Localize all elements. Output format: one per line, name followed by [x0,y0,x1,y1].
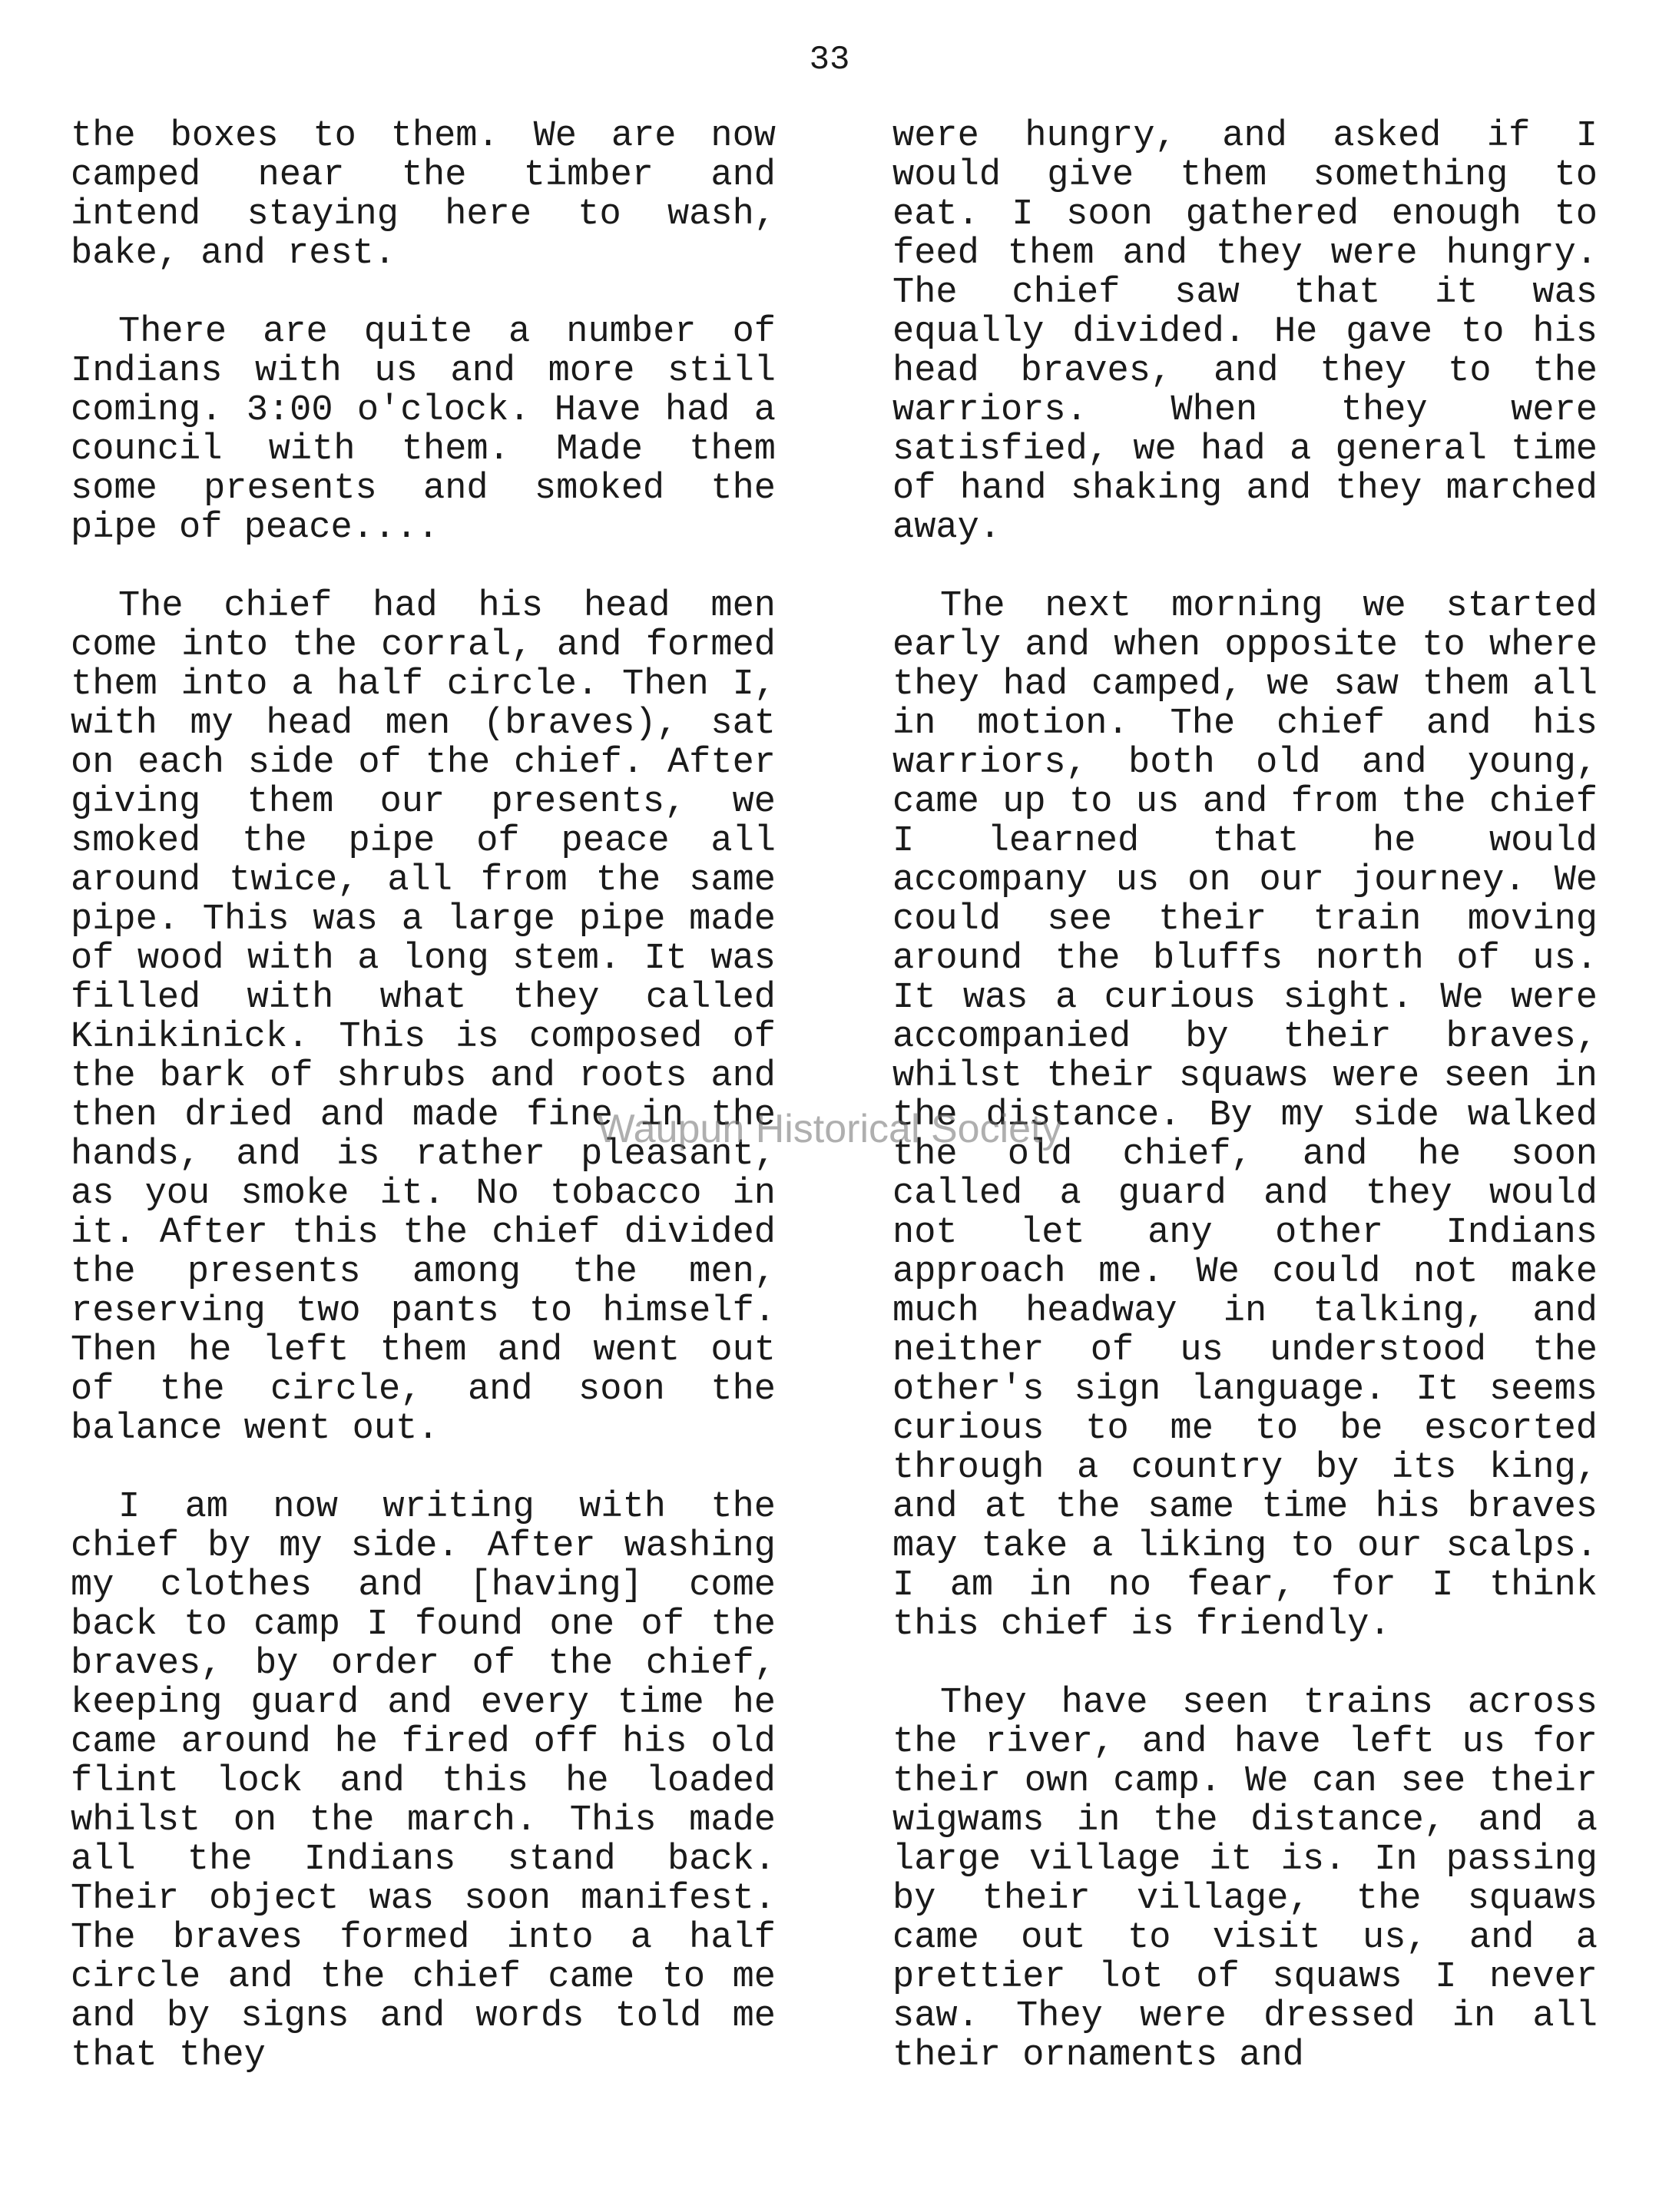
page-number: 33 [809,41,850,79]
paragraph: There are quite a number of Indians with us and more still coming. 3:00 o'clock. Have had a council with them. Made them some presents and smoked the pipe of peace.... [71,312,776,548]
paragraph: They have seen trains across the river, and have left us for their own camp. We can see their wigwams in the distance, and a large village it is. In passing by their village, the squaws came out to visit us, and a prettier lot of squaws I never saw. They were dressed in all their ornaments and [892,1683,1598,2076]
paragraph: I am now writing with the chief by my side. After washing my clothes and [having] come back to camp I found one of the braves, by order of the chief, keeping guard and every time he came around he fired off his old flint lock and this he loaded whilst on the march. This made all the Indians stand back. Their object was soon manifest. The braves formed into a half circle and the chief came to me and by signs and words told me that they [71,1487,776,2076]
paragraph: The next morning we started early and when opposite to where they had camped, we saw them all in motion. The chief and his warriors, both old and young, came up to us and from the chief I learned that he would accompany us on our journey. We could see their train moving around the bluffs north of us. It was a curious sight. We were accompanied by their braves, whilst their squaws were seen in the distance. By my side walked the old chief, and he soon called a guard and they would not let any other Indians approach me. We could not make much headway in talking, and neither of us understood the other's sign language. It seems curious to me to be escorted through a country by its king, and at the same time his braves may take a liking to our scalps. I am in no fear, for I think this chief is friendly. [892,586,1598,1645]
watermark: Waupun Historical Society [597,1107,1062,1151]
paragraph: were hungry, and asked if I would give them something to eat. I soon gathered enough to feed them and they were hungry. The chief saw that it was equally divided. He gave to his head braves, and they to the warriors. When they were satisfied, we had a general time of hand shaking and they marched away. [892,116,1598,548]
paragraph: the boxes to them. We are now camped near the timber and intend staying here to wash, bake, and rest. [71,116,776,274]
left-column [71,117,776,2075]
paragraph: The chief had his head men come into the corral, and formed them into a half circle. Then I, with my head men (braves), sat on each side of the chief. After giving them our presents, we smoked the pipe of peace all around twice, all from the same pipe. This was a large pipe made of wood with a long stem. It was filled with what they called Kinikinick. This is composed of the bark of shrubs and roots and then dried and made fine in the hands, and is rather pleasant, as you smoke it. No tobacco in it. After this the chief divided the presents among the men, reserving two pants to himself. Then he left them and went out of the circle, and soon the balance went out. [71,586,776,1449]
right-column [892,117,1598,2075]
